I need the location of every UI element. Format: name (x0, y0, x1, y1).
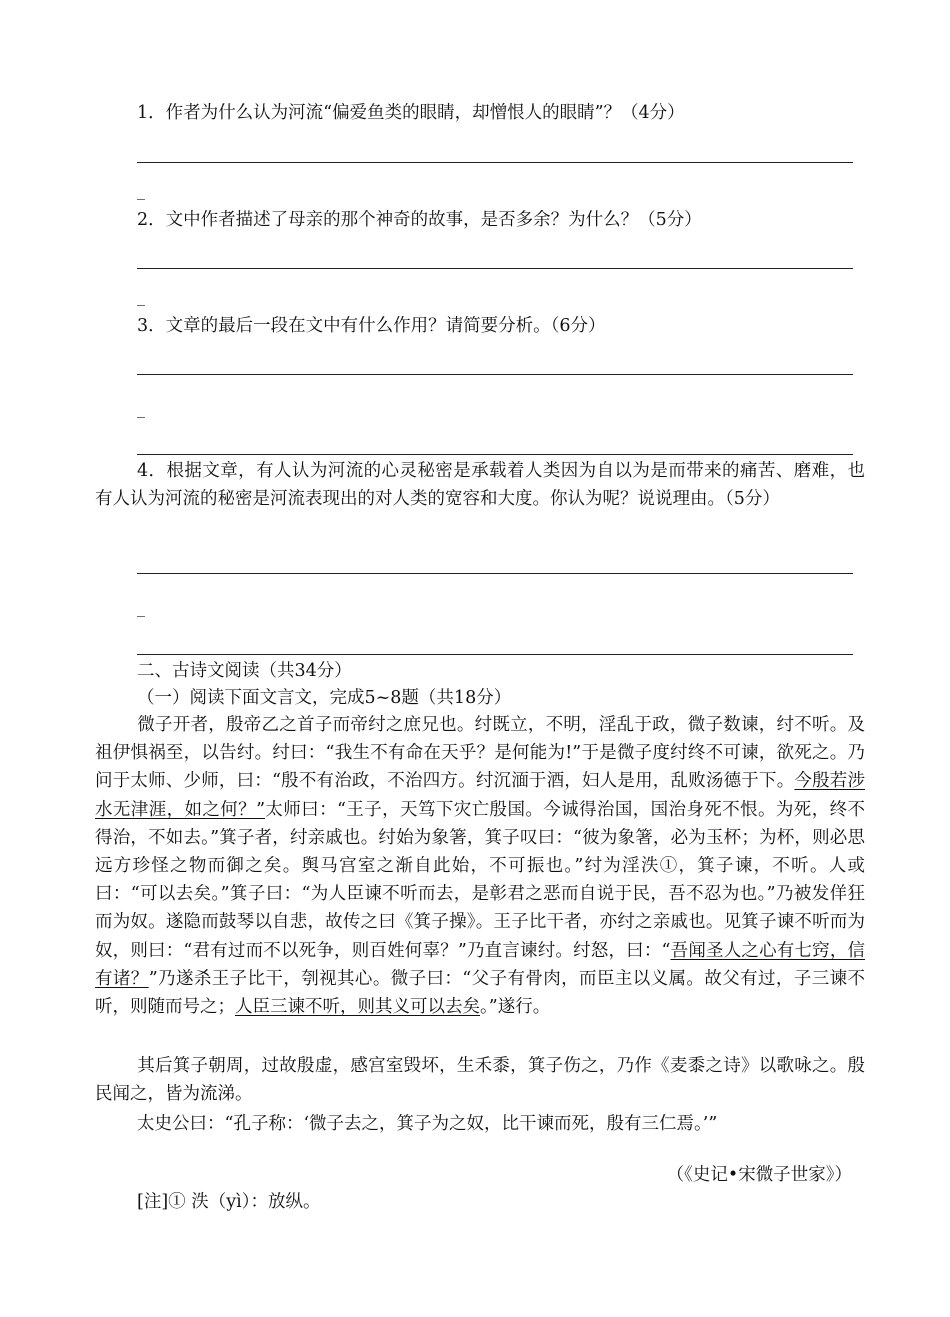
answer-dash: _ (137, 598, 145, 617)
passage-text: 太师曰：“王子，天笃下灾亡殷国。今诚得治国，国治身死不恨。为死，终不得治，不如去。”箕子者，纣亲戚也。纣始为象箸，箕子叹曰：“彼为象箸，必为玉杯；为杯，则必思远方珍怪之物而御之矣。舆马宫室之渐自此始，不可振也。”纣为淫泆①，箕子谏，不听。人或曰：“可以去矣。”箕子曰：“为人臣谏不听而去，是彰君之恶而自说于民，吾不忍为也。”乃被发佯狂而为奴。遂隐而鼓琴以自悲，故传之曰《箕子操》。王子比干者，亦纣之亲戚也。见箕子谏不听而为奴，则曰：“君有过而不以死争，则百姓何辜？”乃直言谏纣。纣怒，曰：“ (95, 799, 865, 961)
answer-dash: _ (137, 181, 145, 200)
answer-line (137, 654, 853, 655)
underlined-sentence: 人臣三谏不听，则其义可以去矣 (235, 997, 480, 1018)
underlined-sentence: 吾闻圣人之心有七窍，信有诸？ (95, 940, 866, 989)
passage-text: 太史公曰：“孔子称：‘微子去之，箕子为之奴，比干谏而死，殷有三仁焉。’” (137, 1114, 718, 1134)
classical-passage (95, 711, 865, 1021)
source-citation: （《史记•宋微子世家》） (666, 1165, 852, 1185)
answer-line (137, 454, 853, 455)
answer-dash: _ (137, 287, 145, 306)
question-4 (95, 458, 865, 513)
answer-line (137, 573, 853, 574)
underlined-sentence: 今殷若涉水无津涯，如之何？” (95, 771, 866, 820)
question-2: 2．文中作者描述了母亲的那个神奇的故事，是否多余？为什么？（5分） (137, 210, 702, 230)
passage-paragraph-2 (95, 1052, 865, 1108)
footnote: [注]① 泆（yì）：放纵。 (137, 1192, 321, 1212)
question-4-text: 4．根据文章，有人认为河流的心灵秘密是承载着人类因为自以为是而带来的痛苦、磨难，也有人认为河流的秘密是河流表现出的对人类的宽容和大度。你认为呢？说说理由。（5分） (95, 461, 865, 509)
passage-text: 。”遂行。 (480, 997, 551, 1018)
answer-line (137, 268, 853, 269)
section-title: 二、古诗文阅读（共34分） (137, 661, 352, 681)
answer-line (137, 162, 853, 163)
passage-paragraph-3 (95, 1110, 865, 1138)
question-1: 1．作者为什么认为河流“偏爱鱼类的眼睛，却憎恨人的眼睛”？（4分） (137, 103, 685, 123)
passage-text: ”乃遂杀王子比干，刳视其心。微子曰：“父子有骨肉，而臣主以义属。故父有过，子三谏不听，则随而号之； (95, 968, 866, 1018)
answer-dash: _ (137, 399, 145, 418)
passage-text: 微子开者，殷帝乙之首子而帝纣之庶兄也。纣既立，不明，淫乱于政，微子数谏，纣不听。及祖伊惧祸至，以告纣。纣曰：“我生不有命在天乎？是何能为!”于是微子度纣终不可谏，欲死之。乃问于太师、少师，曰：“殷不有治政，不治四方。纣沉湎于酒，妇人是用，乱败汤德于下。 (95, 715, 865, 792)
passage-text: 其后箕子朝周，过故殷虚，感宫室毁坏，生禾黍，箕子伤之，乃作《麦黍之诗》以歌咏之。殷民闻之，皆为流涕。 (95, 1056, 865, 1105)
section-subtitle: （一）阅读下面文言文，完成5~8题（共18分） (137, 688, 512, 708)
question-3: 3．文章的最后一段在文中有什么作用？请简要分析。（6分） (137, 316, 606, 336)
answer-line (137, 374, 853, 375)
